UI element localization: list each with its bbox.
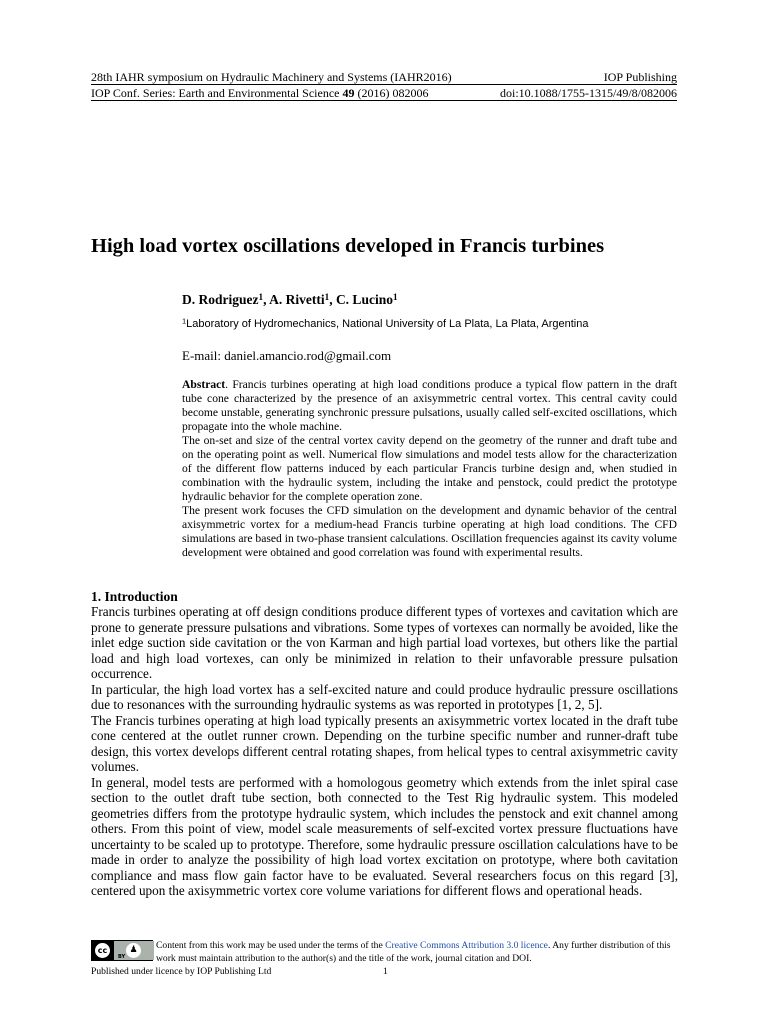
cc-by-badge-icon — [91, 940, 153, 961]
abstract-paragraph: The on-set and size of the central vortex cavity depend on the geometry of the runner and draft tube and on the operating point as well. Numerical flow simulations and model tests allow for the characterization of the different flow patterns induced by each particular Francis turbine design and, when studied in combination with the hydraulic system, including the intake and penstock, could predict the prototype hydraulic behavior for the complete operation zone. — [182, 434, 677, 503]
author-affil-mark: 1 — [392, 291, 398, 302]
doi: doi:10.1088/1755-1315/49/8/082006 — [500, 86, 677, 100]
section-heading-introduction: 1. Introduction — [91, 589, 178, 604]
series-volume: 49 — [342, 86, 355, 100]
author-list: D. Rodriguez$^1$, A. Rivetti$^1$, C. Lucino$^1$ — [182, 291, 398, 307]
license-text-after: . Any further distribution of this work must maintain attribution to the author(s) and the title of the work, journal citation and DOI. — [156, 940, 671, 964]
abstract-paragraph — [182, 378, 677, 434]
affiliation-mark: 1 — [182, 316, 187, 326]
series-prefix: IOP Conf. Series: Earth and Environmental Science — [91, 86, 343, 100]
abstract-paragraph: The present work focuses the CFD simulation on the development and dynamic behavior of the central axisymmetric vortex for a medium-head Francis turbine operating at high load conditions. The CFD simulations are based in two-phase transient calculations. Oscillation frequencies against its cavity volume development were obtained and good correlation was found with experimental results. — [182, 504, 677, 559]
body-paragraph: The Francis turbines operating at high load typically presents an axisymmetric vortex located in the draft tube cone centered at the outlet runner crown. Depending on the turbine specific number and runner-draft tube design, this vortex develops different central rotating shapes, from helical types to central axisymmetric cavity volumes. — [91, 712, 678, 774]
author-affil-mark: 1 — [324, 291, 330, 302]
page-number: 1 — [383, 966, 388, 977]
abstract — [182, 378, 677, 560]
published-under-licence: Published under licence by IOP Publishing Ltd — [91, 966, 272, 977]
affiliation-text: Laboratory of Hydromechanics, National University of La Plata, La Plata, Argentina — [186, 318, 589, 330]
license-text-before: Content from this work may be used under the terms of the — [156, 940, 386, 951]
author-affil-mark: 1 — [258, 291, 264, 302]
body-paragraph: In general, model tests are performed with a homologous geometry which extends from the inlet spiral case section to the outlet draft tube section, both connected to the Test Rig hydraulic system. This modeled geometries differs from the prototype hydraulic system, which includes the penstock and exit channel among others. From this point of view, model scale measurements of self-excited vortex pressure fluctuations have uncertainty to be scaled up to prototype. Therefore, some hydraulic pressure oscillation calculations have to be made in order to analyze the possibility of high load vortex excitation on prototype, where both cavitation compliance and mass flow gain factor have to be evaluated. Several researchers focus on this regard [3], centered upon the axisymmetric vortex core volume variations for different flows and operational heads. — [91, 774, 678, 898]
badge-by-label: BY — [118, 954, 126, 960]
creative-commons-link[interactable]: Creative Commons Attribution 3.0 licence — [385, 940, 548, 951]
author-name: C. Lucino — [335, 292, 393, 307]
author-name: D. Rodriguez — [182, 292, 259, 307]
publisher-name: IOP Publishing — [603, 70, 677, 84]
running-header-series — [91, 86, 677, 100]
introduction-body — [91, 604, 678, 899]
abstract-text: . Francis turbines operating at high load conditions produce a typical flow pattern in the draft tube cone characterized by the presence of an axisymmetric central vortex. This central cavity could become unstable, generating synchronic pressure pulsations, usually called self-excited oscillations, which propagate into the whole machine. — [182, 378, 677, 433]
author-name: A. Rivetti — [269, 292, 325, 307]
paper-title: High load vortex oscillations developed in Francis turbines — [91, 235, 605, 257]
conference-name: 28th IAHR symposium on Hydraulic Machinery and Systems (IAHR2016) — [91, 70, 452, 84]
abstract-label: Abstract — [182, 378, 226, 391]
running-header-conference — [91, 70, 677, 84]
affiliation — [182, 318, 588, 330]
series-suffix: (2016) 082006 — [354, 86, 429, 100]
contact-email: E-mail: daniel.amancio.rod@gmail.com — [182, 348, 392, 363]
license-text — [156, 940, 681, 965]
attribution-person-icon: ♟ — [126, 943, 141, 958]
body-paragraph: In particular, the high load vortex has a self-excited nature and could produce hydraulic pressure oscillations due to resonances with the surrounding hydraulic systems as was reported in prototypes [1, 2, 5]. — [91, 681, 678, 712]
header-rule-top — [91, 84, 677, 85]
header-rule-bottom — [91, 100, 677, 101]
cc-icon: cc — [95, 943, 110, 958]
body-paragraph: Francis turbines operating at off design conditions produce different types of vortexes and cavitation which are prone to generate pressure pulsations and vibrations. Some types of vortexes can normally be avoided, like the inlet edge suction side cavitation or the von Karman and high partial load vortexes, but others like the partial load and high load vortexes, can only be minimized in relation to their unfavorable pressure pulsation occurrence. — [91, 604, 678, 681]
